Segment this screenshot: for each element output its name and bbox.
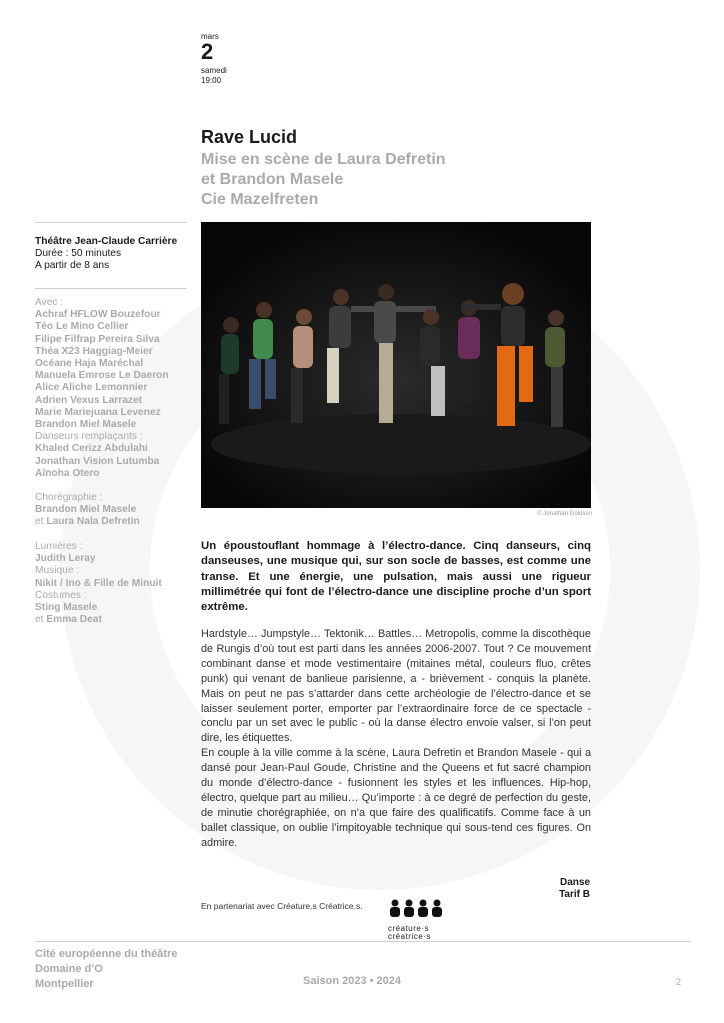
genre-label: Danse bbox=[559, 877, 590, 888]
performance-photo bbox=[201, 222, 591, 508]
body-paragraph: En couple à la ville comme à la scène, Laura Defretin et Brandon Masele - qui a dansé pour Jean-Paul Goude, Christine and the Queens et fut sacré champion du monde d’électro-dance - fusionnent les styles et les influences. Hip-hop, électro, quelque part au milieu… Qu’importe : à ce degré de perfection du geste, de minutie chorégraphiée, on n’a que faire des qualificatifs. Comme face à un ballet classique, on oublie l’impitoyable technique qui sous-tend ces figures. On admire. bbox=[201, 747, 591, 849]
performer: Filipe Filfrap Pereira Silva bbox=[35, 333, 160, 345]
show-title: Rave Lucid bbox=[201, 127, 298, 147]
performer: Achraf HFLOW Bouzefour bbox=[35, 309, 161, 321]
choreography-label: Chorégraphie : bbox=[35, 492, 103, 503]
replacement-dancer: Aïnoha Otero bbox=[35, 467, 100, 479]
footer-divider bbox=[35, 941, 690, 942]
subtitle-line: et Brandon Masele bbox=[201, 171, 344, 188]
performer: Brandon Miel Masele bbox=[35, 419, 137, 431]
venue-info bbox=[35, 236, 195, 273]
sidebar-divider bbox=[35, 288, 187, 289]
conjunction: et bbox=[35, 516, 44, 528]
show-subtitle bbox=[201, 150, 521, 210]
replacements-label: Danseurs remplaçants : bbox=[35, 431, 143, 443]
conjunction: et bbox=[35, 614, 44, 626]
tarif-label: Tarif B bbox=[559, 889, 590, 900]
footer-organisation bbox=[35, 947, 177, 992]
technical-credits bbox=[35, 541, 195, 626]
date-weekday: samedi bbox=[201, 66, 227, 75]
date-weekday-time bbox=[201, 66, 227, 86]
dancers-illustration bbox=[201, 222, 591, 508]
cast-label: Avec : bbox=[35, 297, 64, 308]
performer: Téo Le Mino Cellier bbox=[35, 321, 129, 333]
costumes-label: Costumes : bbox=[35, 589, 87, 601]
date-month: mars bbox=[201, 32, 219, 41]
costumes-credit: Emma Deat bbox=[46, 614, 102, 626]
partner-logo-text-1: créature·s bbox=[388, 924, 430, 933]
performer: Manuela Emrose Le Daeron bbox=[35, 370, 169, 382]
choreography-credits bbox=[35, 492, 195, 529]
footer-season: Saison 2023 • 2024 bbox=[303, 975, 402, 987]
choreographer: Brandon Miel Masele bbox=[35, 504, 137, 516]
category-box bbox=[480, 877, 590, 901]
footer-org-line: Cité européenne du théâtre bbox=[35, 948, 178, 960]
lights-label: Lumières : bbox=[35, 541, 83, 552]
lights-credit: Judith Leray bbox=[35, 553, 96, 565]
replacement-dancer: Jonathan Vision Lutumba bbox=[35, 455, 160, 467]
partner-logo bbox=[388, 898, 446, 941]
footer-org-line: Domaine d’O bbox=[35, 963, 103, 975]
body-paragraph: Hardstyle… Jumpstyle… Tektonik… Battles… Metropolis, comme la discothèque de Rungis d’où tout est parti dans les années 2006-2007. Tout ? Ce mouvement combinant danse et mode vestimentaire (mitaines métal, couleurs fluo, crêtes punk) qui venant de banlieue parisienne, a - brièvement - conquis la planète. Mais on peut ne pas s’attarder dans cette archéologie de l’électro-dance et se laisser seulement porter, emporter par l’extraordinaire force de ce spectacle - conclu par un set avec le public - où la danse électro envoie valser, si l’on peut dire, les étiquettes. bbox=[201, 628, 591, 745]
costumes-credit: Sting Masele bbox=[35, 602, 98, 614]
subtitle-line: Cie Mazelfreten bbox=[201, 191, 319, 208]
sidebar-divider bbox=[35, 222, 187, 223]
photo-credit: © Jonathan Goldson bbox=[537, 511, 592, 517]
partner-text: En partenariat avec Créature.s Créatrice.s. bbox=[201, 901, 363, 911]
venue-duration: Durée : 50 minutes bbox=[35, 248, 122, 260]
page-number: 2 bbox=[676, 977, 682, 987]
replacement-dancer: Khaled Cerizz Abdulahi bbox=[35, 443, 148, 455]
performer: Adrien Vexus Larrazet bbox=[35, 394, 143, 406]
music-label: Musique : bbox=[35, 565, 80, 577]
partner-logo-figures bbox=[388, 898, 446, 920]
partner-logo-text-2: créatrice·s bbox=[388, 932, 431, 941]
date-day: 2 bbox=[201, 39, 214, 64]
subtitle-line: Mise en scène de Laura Defretin bbox=[201, 151, 446, 168]
lead-paragraph: Un époustouflant hommage à l’électro-dance. Cinq danseurs, cinq danseuses, une musique qui, sur son socle de basses, est comme une transe. Et une énergie, une pulsation, mais aussi une rigueur millimétrée qui font de l’électro-dance une discipline proche d’un sport extrême. bbox=[201, 540, 591, 614]
performer: Théa X23 Haggiag-Meier bbox=[35, 345, 153, 357]
music-credit: Nikit / Ino & Fille de Minuit bbox=[35, 577, 162, 589]
performer: Océane Haja Maréchal bbox=[35, 358, 144, 370]
venue-name: Théâtre Jean-Claude Carrière bbox=[35, 236, 178, 247]
venue-age: A partir de 8 ans bbox=[35, 260, 110, 272]
footer-org-line: Montpellier bbox=[35, 978, 94, 990]
performer: Marie Mariejuana Levenez bbox=[35, 406, 161, 418]
performer: Alice Aliche Lemonnier bbox=[35, 382, 148, 394]
choreographer: Laura Nala Defretin bbox=[46, 516, 140, 528]
body-text bbox=[201, 627, 591, 851]
date-time: 19:00 bbox=[201, 76, 222, 85]
cast-list bbox=[35, 297, 195, 480]
